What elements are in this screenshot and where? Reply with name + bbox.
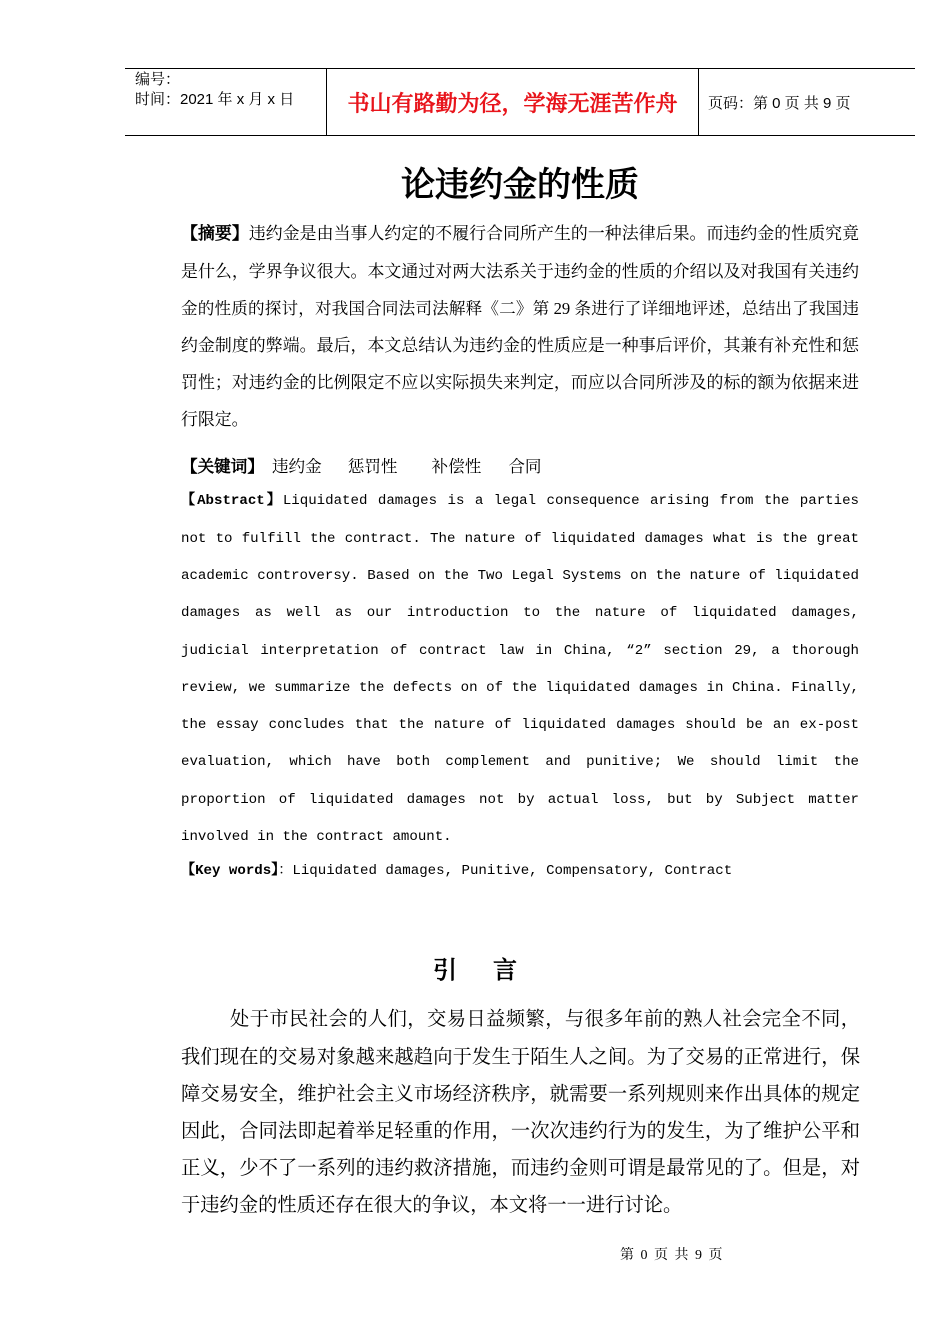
- abstract-en-line: not to fulfill the contract. The nature of liquidated damages what is the great: [181, 530, 859, 547]
- abstract-cn-label: 【摘要】: [181, 223, 249, 244]
- page-footer: 第 0 页 共 9 页: [620, 1248, 724, 1263]
- document-title: 论违约金的性质: [401, 165, 639, 205]
- abstract-en-line: [181, 483, 859, 520]
- keywords-cn-label: 【关键词】: [181, 457, 264, 477]
- header-motto-cell: [327, 69, 699, 135]
- abstract-cn: [181, 215, 859, 438]
- keywords-en: [181, 853, 859, 890]
- abstract-en-line: damages as well as our introduction to the nature of liquidated damages,: [181, 605, 859, 622]
- abstract-cn-line: 罚性；对违约金的比例限定不应以实际损失来判定，而应以合同所涉及的标的额为依据来进: [181, 373, 859, 393]
- body-paragraph: [181, 1001, 860, 1224]
- abstract-cn-line: 是什么，学界争议很大。本文通过对两大法系关于违约金的性质的介绍以及对我国有关违约: [181, 261, 859, 281]
- abstract-en-line: academic controversy. Based on the Two Legal Systems on the nature of liquidated: [181, 567, 859, 584]
- abstract-cn-line: 金的性质的探讨，对我国合同法司法解释《二》第 29 条进行了详细地评述，总结出了我国违: [181, 298, 859, 318]
- abstract-en-line: evaluation, which have both complement and punitive; We should limit the: [181, 754, 859, 771]
- keyword-cn: 惩罚性: [347, 457, 398, 477]
- abstract-cn-line: 约金制度的弊端。最后，本文总结认为违约金的性质应是一种事后评价，其兼有补充性和惩: [181, 335, 859, 355]
- body-line: 我们现在的交易对象越来越趋向于发生于陌生人之间。为了交易的正常进行，保: [181, 1046, 860, 1068]
- keywords-en-text: Liquidated damages, Punitive, Compensatory, Contract: [292, 863, 733, 880]
- keyword-cn: 补偿性: [431, 457, 482, 477]
- abstract-cn-line-text: 违约金是由当事人约定的不履行合同所产生的一种法律后果。而违约金的性质究竟: [248, 224, 860, 244]
- header-page-cell: [699, 69, 915, 135]
- keyword-cn: 违约金: [271, 457, 322, 477]
- body-line: 处于市民社会的人们，交易日益频繁，与很多年前的熟人社会完全不同，: [230, 1009, 860, 1031]
- header-number-label: 编号：: [135, 71, 181, 88]
- body-line: 障交易安全，维护社会主义市场经济秩序，就需要一系列规则来作出具体的规定: [181, 1083, 860, 1105]
- abstract-cn-line: 行限定。: [181, 410, 249, 430]
- abstract-en-line: involved in the contract amount.: [181, 829, 452, 846]
- abstract-en-line: judicial interpretation of contract law in China, “2” section 29, a thorough: [181, 642, 859, 659]
- abstract-en: [181, 483, 859, 856]
- body-line: 因此，合同法即起着举足轻重的作用，一次次违约行为的发生，为了维护公平和: [181, 1120, 860, 1142]
- keywords-en-label: 【Key words】: [181, 863, 279, 880]
- keywords-en-separator: ：: [278, 863, 293, 880]
- header-motto: 书山有路勤为径，学海无涯苦作舟: [347, 91, 678, 116]
- abstract-en-line-text: Liquidated damages is a legal consequence arising from the parties: [282, 493, 859, 510]
- abstract-en-line: the essay concludes that the nature of liquidated damages should be an ex-post: [181, 717, 859, 734]
- header-time-label: 时间：2021 年 x 月 x 日: [135, 91, 295, 108]
- keywords-cn: [181, 448, 859, 485]
- header-page-info: 页码：第 0 页 共 9 页: [708, 95, 851, 112]
- section-heading: 引 言: [433, 956, 523, 984]
- header-left-cell: [125, 69, 327, 135]
- abstract-en-line: review, we summarize the defects on of the liquidated damages in China. Finally,: [181, 679, 859, 696]
- keyword-cn: 合同: [508, 457, 542, 477]
- abstract-en-label: 【Abstract】: [181, 493, 283, 510]
- header-table: [125, 68, 915, 136]
- abstract-cn-line: [181, 215, 859, 252]
- body-line: 正义，少不了一系列的违约救济措施，而违约金则可谓是最常见的了。但是，对: [181, 1158, 860, 1180]
- abstract-en-line: proportion of liquidated damages not by actual loss, but by Subject matter: [181, 791, 859, 808]
- body-line: 于违约金的性质还存在很大的争议，本文将一一进行讨论。: [181, 1195, 683, 1217]
